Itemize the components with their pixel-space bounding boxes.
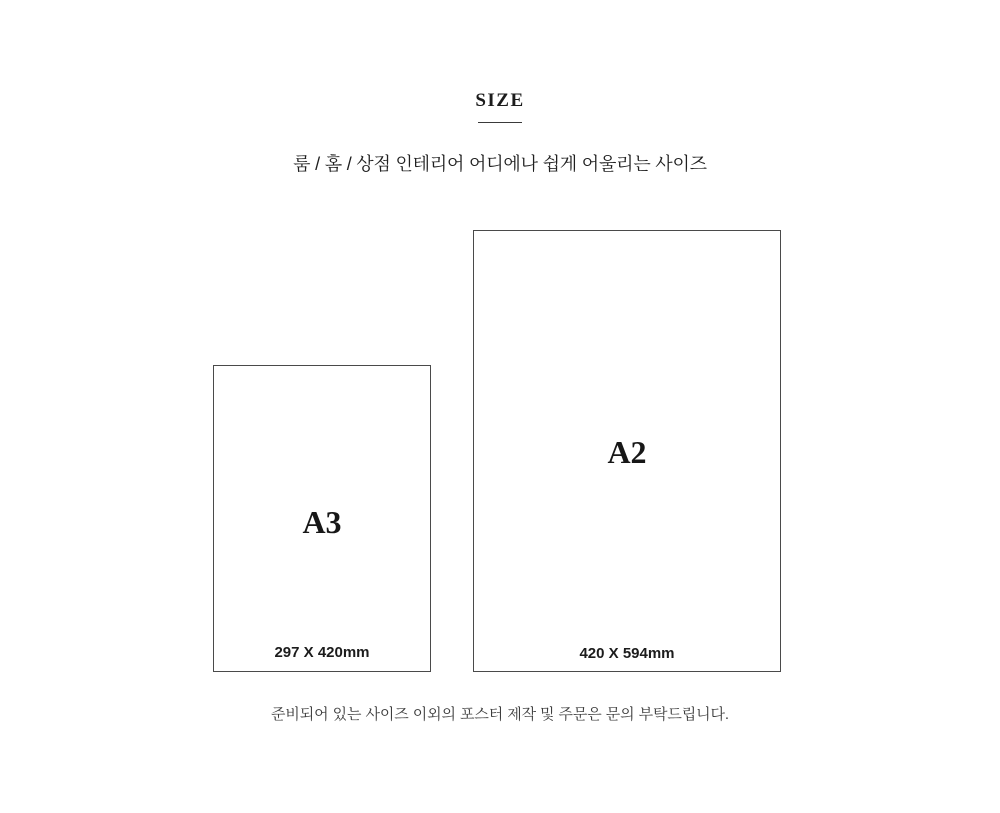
title-divider xyxy=(478,122,522,123)
poster-dimensions-a2: 420 X 594mm xyxy=(579,645,675,662)
footnote-text: 준비되어 있는 사이즈 이외의 포스터 제작 및 주문은 문의 부탁드립니다. xyxy=(271,706,729,723)
page-title: SIZE xyxy=(475,90,525,111)
page-subtitle: 룸 / 홈 / 상점 인테리어 어디에나 쉽게 어울리는 사이즈 xyxy=(293,154,707,174)
poster-preview-a2 xyxy=(473,230,781,672)
poster-label-a2: A2 xyxy=(607,434,647,470)
poster-preview-a3 xyxy=(213,365,431,672)
poster-dimensions-a3: 297 X 420mm xyxy=(274,644,370,661)
poster-label-a3: A3 xyxy=(302,504,342,540)
